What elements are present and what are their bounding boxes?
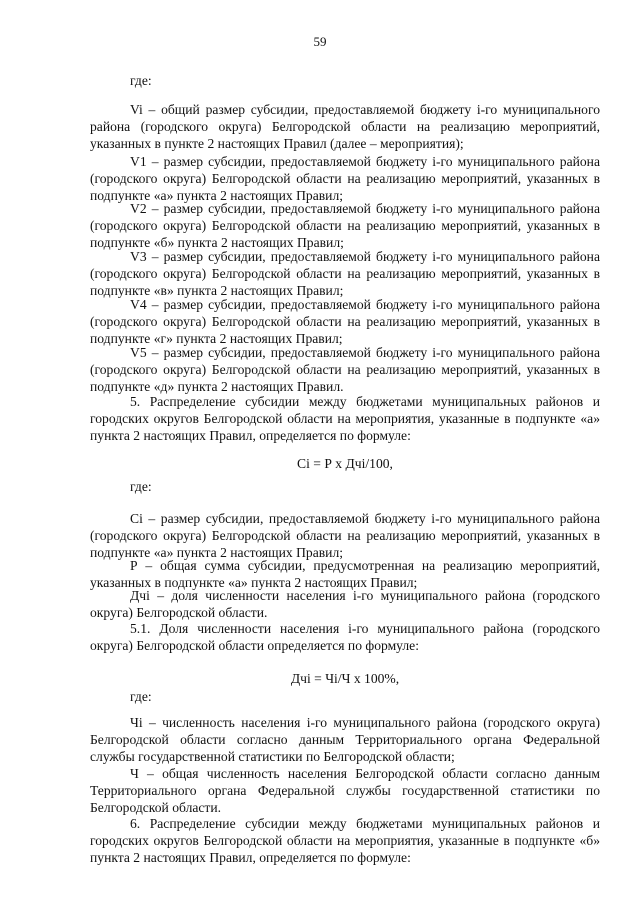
where-label: где:: [130, 689, 152, 704]
chi-definition: Чi – численность населения i-го муниципального района (городского округа) Белгородской области согласно данным Территориального органа Федеральной службы государственной статистики по Белгородской области;: [90, 715, 600, 765]
formula-ci: Сi = Р х Дчi/100,: [297, 456, 393, 471]
ch-definition: Ч – общая численность населения Белгородской области согласно данным Территориального органа Федеральной службы государственной статистики по Белгородской области.: [90, 766, 600, 816]
v5-definition: V5 – размер субсидии, предоставляемой бюджету i-го муниципального района (городского округа) Белгородской области на реализацию мероприятий, указанных в подпункте «д» пункта 2 настоящих Правил.: [90, 345, 600, 395]
vi-definition: Vi – общий размер субсидии, предоставляемой бюджету i-го муниципального района (городского округа) Белгородской области на реализацию мероприятий, указанных в пункте 2 настоящих Правил (далее – мероприятия);: [90, 102, 600, 152]
section-6: 6. Распределение субсидии между бюджетами муниципальных районов и городских округов Белгородской области на мероприятия, указанные в подпункте «б» пункта 2 настоящих Правил, определяется по формуле:: [90, 816, 600, 866]
section-5-1: 5.1. Доля численности населения i-го муниципального района (городского округа) Белгородской области определяется по формуле:: [90, 621, 600, 654]
dchi-definition: Дчi – доля численности населения i-го муниципального района (городского округа) Белгородской области.: [90, 588, 600, 621]
ci-definition: Сi – размер субсидии, предоставляемой бюджету i-го муниципального района (городского округа) Белгородской области на реализацию мероприятий, указанных в подпункте «а» пункта 2 настоящих Правил;: [90, 511, 600, 561]
v2-definition: V2 – размер субсидии, предоставляемой бюджету i-го муниципального района (городского округа) Белгородской области на реализацию мероприятий, указанных в подпункте «б» пункта 2 настоящих Правил;: [90, 201, 600, 251]
section-5: 5. Распределение субсидии между бюджетами муниципальных районов и городских округов Белгородской области на мероприятия, указанные в подпункте «а» пункта 2 настоящих Правил, определяется по формуле:: [90, 394, 600, 444]
v3-definition: V3 – размер субсидии, предоставляемой бюджету i-го муниципального района (городского округа) Белгородской области на реализацию мероприятий, указанных в подпункте «в» пункта 2 настоящих Правил;: [90, 249, 600, 299]
page-number: 59: [313, 34, 327, 49]
v4-definition: V4 – размер субсидии, предоставляемой бюджету i-го муниципального района (городского округа) Белгородской области на реализацию мероприятий, указанных в подпункте «г» пункта 2 настоящих Правил;: [90, 297, 600, 347]
where-label: где:: [130, 479, 152, 494]
where-label: где:: [130, 73, 152, 88]
v1-definition: V1 – размер субсидии, предоставляемой бюджету i-го муниципального района (городского округа) Белгородской области на реализацию мероприятий, указанных в подпункте «а» пункта 2 настоящих Правил;: [90, 154, 600, 204]
formula-dchi: Дчi = Чi/Ч х 100%,: [290, 671, 400, 686]
p-definition: Р – общая сумма субсидии, предусмотренная на реализацию мероприятий, указанных в подпункте «а» пункта 2 настоящих Правил;: [90, 558, 600, 591]
